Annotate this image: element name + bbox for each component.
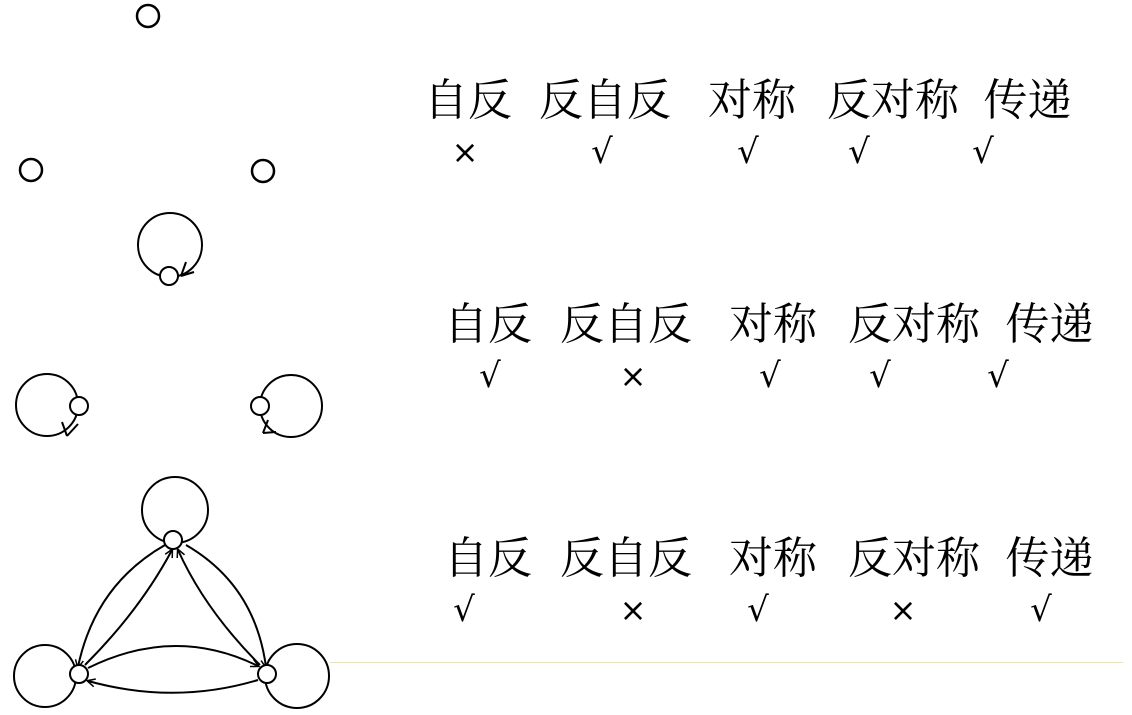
vertex (258, 665, 276, 683)
mark-symmetric: √ (759, 356, 781, 396)
header-symmetric: 对称 (729, 533, 817, 584)
mark-irreflexive: × (619, 357, 647, 395)
mark-transitive: √ (1030, 590, 1052, 630)
vertex (137, 5, 159, 27)
edge-right-to-left-lower (88, 680, 258, 693)
header-antisymmetric: 反对称 (848, 299, 980, 350)
header-reflexive: 自反 (444, 299, 532, 350)
mark-reflexive: √ (479, 356, 501, 396)
page-number (1094, 703, 1124, 715)
mark-symmetric: √ (747, 590, 769, 630)
mark-transitive: √ (987, 356, 1009, 396)
header-reflexive: 自反 (444, 533, 532, 584)
self-loop (14, 645, 76, 707)
vertex (251, 397, 269, 415)
header-symmetric: 对称 (729, 299, 817, 350)
vertex (160, 267, 178, 285)
header-transitive: 传递 (983, 75, 1072, 126)
property-table-2 (0, 299, 1132, 396)
header-reflexive: 自反 (424, 75, 512, 126)
header-irreflexive: 反自反 (539, 75, 671, 126)
mark-symmetric: √ (737, 132, 759, 172)
mark-antisymmetric: × (889, 591, 917, 629)
property-table-3 (0, 533, 1132, 630)
vertex (70, 665, 88, 683)
mark-reflexive: √ (453, 590, 475, 630)
property-table-1 (0, 75, 1132, 172)
header-antisymmetric: 反对称 (848, 533, 980, 584)
mark-antisymmetric: √ (848, 132, 870, 172)
header-symmetric: 对称 (708, 75, 796, 126)
mark-antisymmetric: √ (869, 356, 891, 396)
mark-irreflexive: × (619, 591, 647, 629)
self-loop-arrow (62, 422, 78, 436)
slide-footer-divider (330, 662, 1123, 663)
mark-reflexive: × (451, 133, 479, 171)
mark-transitive: √ (972, 132, 994, 172)
header-transitive: 传递 (1005, 533, 1094, 584)
mark-irreflexive: √ (591, 132, 613, 172)
header-antisymmetric: 反对称 (827, 75, 959, 126)
header-irreflexive: 反自反 (560, 299, 692, 350)
header-irreflexive: 反自反 (560, 533, 692, 584)
vertex (70, 397, 88, 415)
edge-left-to-right-upper (88, 646, 258, 668)
header-transitive: 传递 (1005, 299, 1094, 350)
